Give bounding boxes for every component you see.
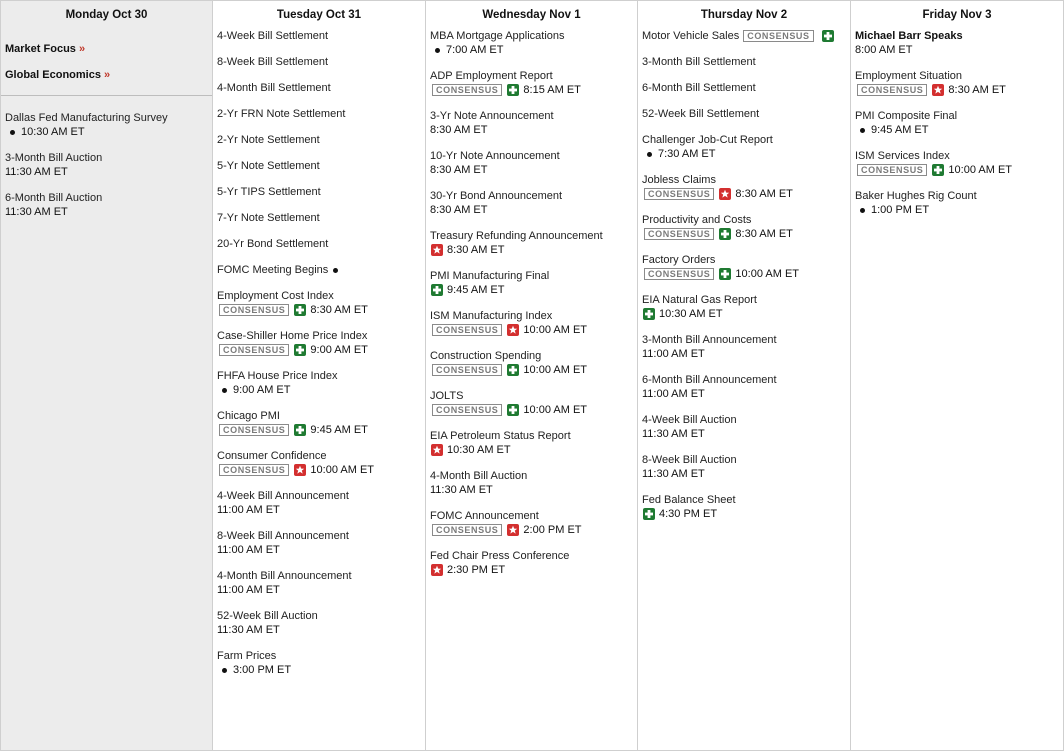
red-star-icon (431, 564, 443, 576)
red-star-icon (507, 324, 519, 336)
event-item (642, 81, 846, 95)
event-time: 3:00 PM ET (233, 664, 292, 676)
event-detail-line (217, 663, 421, 677)
day-column (1, 1, 213, 750)
event-time: 11:30 AM ET (642, 428, 705, 440)
event-detail-line (430, 523, 633, 537)
event-item (642, 373, 846, 401)
green-plus-icon (643, 508, 655, 520)
event-item (430, 269, 633, 297)
event-time: 8:30 AM ET (735, 188, 793, 200)
event-item (642, 453, 846, 481)
event-detail-line (430, 243, 633, 257)
event-detail-line (5, 165, 208, 179)
event-time: 8:30 AM ET (948, 84, 1006, 96)
event-list (213, 29, 425, 677)
event-item (217, 329, 421, 357)
event-time: 9:45 AM ET (447, 284, 505, 296)
event-title-link[interactable]: 52-Week Bill Settlement (642, 108, 760, 120)
event-title-link[interactable]: Dallas Fed Manufacturing Survey (5, 112, 168, 124)
event-detail-line (642, 507, 846, 521)
consensus-badge[interactable]: CONSENSUS (644, 188, 714, 200)
bullet-dot-icon (860, 128, 865, 133)
event-title-link[interactable]: 10-Yr Note Announcement (430, 150, 560, 162)
link-label: Market Focus (5, 43, 76, 55)
event-item (430, 349, 633, 377)
event-detail-line (855, 123, 1059, 137)
event-title-link[interactable]: MBA Mortgage Applications (430, 30, 565, 42)
event-item (430, 389, 633, 417)
event-item (217, 569, 421, 597)
event-time: 8:30 AM ET (430, 164, 488, 176)
consensus-badge[interactable]: CONSENSUS (644, 228, 714, 240)
consensus-badge[interactable]: CONSENSUS (432, 364, 502, 376)
event-detail-line (430, 403, 633, 417)
green-plus-icon (507, 364, 519, 376)
event-detail-line (217, 623, 421, 637)
event-time: 11:30 AM ET (5, 206, 68, 218)
event-title-link[interactable]: 6-Month Bill Auction (5, 192, 103, 204)
event-detail-line (430, 43, 633, 57)
event-detail-line (217, 463, 421, 477)
event-time: 8:30 AM ET (430, 204, 488, 216)
event-title-row (217, 263, 421, 277)
green-plus-icon (431, 284, 443, 296)
event-title-link[interactable]: 8-Week Bill Settlement (217, 56, 329, 68)
event-item (217, 609, 421, 637)
event-detail-line (5, 125, 208, 139)
event-item (217, 107, 421, 121)
event-title-link[interactable]: Fed Balance Sheet (642, 494, 736, 506)
event-detail-line (430, 563, 633, 577)
consensus-badge[interactable]: CONSENSUS (743, 30, 813, 42)
bullet-dot-icon (435, 48, 440, 53)
event-time: 8:30 AM ET (447, 244, 505, 256)
event-detail-line (642, 267, 846, 281)
event-item (217, 649, 421, 677)
event-time: 2:00 PM ET (523, 524, 582, 536)
red-star-icon (431, 444, 443, 456)
event-detail-line (430, 123, 633, 137)
event-title-link[interactable]: Baker Hughes Rig Count (855, 190, 977, 202)
bullet-dot-icon (860, 208, 865, 213)
event-time: 11:00 AM ET (642, 388, 705, 400)
event-title-link[interactable]: Employment Situation (855, 70, 962, 82)
red-star-icon (719, 188, 731, 200)
red-star-icon (294, 464, 306, 476)
event-item (430, 549, 633, 577)
event-title-link[interactable]: 30-Yr Bond Announcement (430, 190, 563, 202)
event-item (217, 159, 421, 173)
event-item (430, 29, 633, 57)
green-plus-icon (507, 404, 519, 416)
event-item (642, 413, 846, 441)
event-title-link[interactable]: ISM Services Index (855, 150, 950, 162)
event-item (642, 293, 846, 321)
event-title-link[interactable]: Treasury Refunding Announcement (430, 230, 603, 242)
event-time: 10:00 AM ET (310, 464, 375, 476)
event-item (430, 509, 633, 537)
consensus-badge[interactable]: CONSENSUS (432, 324, 502, 336)
green-plus-icon (719, 268, 731, 280)
consensus-badge[interactable]: CONSENSUS (857, 84, 927, 96)
event-detail-line (217, 343, 421, 357)
event-detail-line (642, 387, 846, 401)
event-title-link[interactable]: Consumer Confidence (217, 450, 327, 462)
event-title-link[interactable]: JOLTS (430, 390, 464, 402)
event-list (426, 29, 637, 577)
bullet-dot-icon (222, 668, 227, 673)
day-column (213, 1, 426, 750)
event-detail-line (642, 427, 846, 441)
event-detail-line (217, 303, 421, 317)
arrow-icon: » (78, 43, 86, 55)
consensus-badge[interactable]: CONSENSUS (219, 424, 289, 436)
red-star-icon (507, 524, 519, 536)
event-item (642, 213, 846, 241)
event-title-link[interactable]: 2-Yr Note Settlement (217, 134, 320, 146)
event-title-link[interactable]: 8-Week Bill Announcement (217, 530, 349, 542)
event-item (642, 493, 846, 521)
day-header: Tuesday Oct 31 (276, 9, 362, 21)
event-detail-line (855, 83, 1059, 97)
event-title-link[interactable]: FHFA House Price Index (217, 370, 338, 382)
event-time: 9:00 AM ET (233, 384, 291, 396)
event-title-link[interactable]: 3-Month Bill Auction (5, 152, 103, 164)
event-detail-line (217, 423, 421, 437)
event-detail-line (430, 163, 633, 177)
event-detail-line (430, 323, 633, 337)
event-item (217, 409, 421, 437)
consensus-badge[interactable]: CONSENSUS (432, 404, 502, 416)
event-item (855, 29, 1059, 57)
event-title-link[interactable]: Motor Vehicle Sales (642, 30, 740, 42)
event-item (430, 429, 633, 457)
event-title-link[interactable]: Challenger Job-Cut Report (642, 134, 773, 146)
event-detail-line (855, 43, 1059, 57)
event-title-link[interactable]: Case-Shiller Home Price Index (217, 330, 368, 342)
red-star-icon (932, 84, 944, 96)
event-title-link[interactable]: Chicago PMI (217, 410, 280, 422)
bullet-dot-icon (222, 388, 227, 393)
event-item (217, 289, 421, 317)
event-item (642, 173, 846, 201)
day-header: Thursday Nov 2 (700, 9, 788, 21)
event-title-link[interactable]: EIA Petroleum Status Report (430, 430, 571, 442)
event-title-link[interactable]: 4-Week Bill Auction (642, 414, 737, 426)
event-time: 10:30 AM ET (447, 444, 511, 456)
event-time: 7:30 AM ET (658, 148, 716, 160)
green-plus-icon (294, 304, 306, 316)
event-item (855, 149, 1059, 177)
green-plus-icon (294, 424, 306, 436)
event-item (217, 55, 421, 69)
day-column (426, 1, 638, 750)
event-time: 8:30 AM ET (310, 304, 368, 316)
link-label: Global Economics (5, 69, 101, 81)
event-title-link[interactable]: 3-Month Bill Announcement (642, 334, 777, 346)
event-item (217, 369, 421, 397)
day-column (851, 1, 1063, 750)
green-plus-icon (719, 228, 731, 240)
event-detail-line (5, 205, 208, 219)
event-time: 10:00 AM ET (948, 164, 1013, 176)
event-time: 11:30 AM ET (217, 624, 280, 636)
event-item (217, 29, 421, 43)
event-detail-line (217, 543, 421, 557)
event-detail-line (217, 383, 421, 397)
event-item (430, 469, 633, 497)
event-detail-line (430, 283, 633, 297)
red-star-icon (431, 244, 443, 256)
event-title-link[interactable]: 6-Month Bill Announcement (642, 374, 777, 386)
event-item (855, 109, 1059, 137)
divider (1, 95, 212, 96)
event-detail-line (430, 483, 633, 497)
event-item (642, 107, 846, 121)
event-time: 10:00 AM ET (523, 364, 588, 376)
event-detail-line (642, 187, 846, 201)
event-time: 10:00 AM ET (523, 324, 588, 336)
event-title-link[interactable]: 8-Week Bill Auction (642, 454, 737, 466)
event-time: 9:45 AM ET (310, 424, 368, 436)
event-title-link[interactable]: PMI Composite Final (855, 110, 958, 122)
event-time: 8:30 AM ET (430, 124, 488, 136)
day-header: Friday Nov 3 (922, 9, 992, 21)
green-plus-icon (294, 344, 306, 356)
event-title-link[interactable]: 6-Month Bill Settlement (642, 82, 756, 94)
event-title-link[interactable]: 20-Yr Bond Settlement (217, 238, 329, 250)
event-title-link[interactable]: 5-Yr Note Settlement (217, 160, 320, 172)
event-item (217, 237, 421, 251)
arrow-icon: » (104, 69, 111, 81)
event-title-link[interactable]: Fed Chair Press Conference (430, 550, 570, 562)
event-title-link[interactable]: Jobless Claims (642, 174, 716, 186)
event-title-link[interactable]: Construction Spending (430, 350, 542, 362)
market-focus-link[interactable] (5, 69, 208, 81)
green-plus-icon (822, 30, 834, 42)
event-item (217, 529, 421, 557)
event-item (217, 263, 421, 277)
consensus-badge[interactable]: CONSENSUS (857, 164, 927, 176)
consensus-badge[interactable]: CONSENSUS (432, 84, 502, 96)
event-title-link[interactable]: 3-Month Bill Settlement (642, 56, 756, 68)
event-detail-line (430, 443, 633, 457)
bullet-dot-icon (333, 268, 338, 273)
event-item (217, 185, 421, 199)
event-title-link[interactable]: 52-Week Bill Auction (217, 610, 318, 622)
event-time: 9:00 AM ET (310, 344, 368, 356)
market-focus-link[interactable] (5, 43, 208, 55)
event-time: 8:15 AM ET (523, 84, 581, 96)
day-header: Wednesday Nov 1 (482, 9, 581, 21)
event-title-link[interactable]: FOMC Meeting Begins (217, 264, 329, 276)
event-detail-line (642, 147, 846, 161)
event-title-link[interactable]: ADP Employment Report (430, 70, 553, 82)
event-item (217, 489, 421, 517)
event-title-link[interactable]: ISM Manufacturing Index (430, 310, 553, 322)
event-item (642, 55, 846, 69)
event-time: 8:00 AM ET (855, 44, 913, 56)
event-time: 4:30 PM ET (659, 508, 718, 520)
event-detail-line (642, 227, 846, 241)
event-title-link[interactable]: 4-Month Bill Settlement (217, 82, 331, 94)
event-time: 11:30 AM ET (642, 468, 705, 480)
green-plus-icon (932, 164, 944, 176)
event-time: 10:30 AM ET (21, 126, 85, 138)
event-item (855, 189, 1059, 217)
event-item (430, 149, 633, 177)
event-detail-line (855, 203, 1059, 217)
event-time: 10:30 AM ET (659, 308, 723, 320)
event-title-link[interactable]: Productivity and Costs (642, 214, 752, 226)
event-time: 8:30 AM ET (735, 228, 793, 240)
event-item (855, 69, 1059, 97)
day-column (638, 1, 851, 750)
event-detail-line (217, 503, 421, 517)
event-item (217, 211, 421, 225)
bullet-dot-icon (647, 152, 652, 157)
bullet-dot-icon (10, 130, 15, 135)
event-item (430, 69, 633, 97)
event-item (642, 333, 846, 361)
event-time: 2:30 PM ET (447, 564, 506, 576)
event-detail-line (430, 83, 633, 97)
event-list (638, 29, 850, 521)
market-focus-links (1, 29, 212, 81)
event-detail-line (642, 347, 846, 361)
event-detail-line (430, 363, 633, 377)
event-item (217, 133, 421, 147)
event-item (5, 151, 208, 179)
event-item (5, 111, 208, 139)
event-title-link[interactable]: FOMC Announcement (430, 510, 539, 522)
event-time: 11:00 AM ET (217, 584, 280, 596)
event-time: 10:00 AM ET (735, 268, 800, 280)
event-title-link[interactable]: 4-Month Bill Announcement (217, 570, 352, 582)
event-time: 11:00 AM ET (217, 544, 280, 556)
event-item (642, 133, 846, 161)
event-detail-line (642, 467, 846, 481)
event-time: 7:00 AM ET (446, 44, 504, 56)
event-title-link[interactable]: Michael Barr Speaks (855, 30, 963, 42)
event-item (217, 81, 421, 95)
event-detail-line (642, 307, 846, 321)
event-title-link[interactable]: 4-Month Bill Auction (430, 470, 528, 482)
event-title-link[interactable]: 3-Yr Note Announcement (430, 110, 554, 122)
event-title-link[interactable]: EIA Natural Gas Report (642, 294, 757, 306)
event-title-link[interactable]: PMI Manufacturing Final (430, 270, 550, 282)
event-list (851, 29, 1063, 217)
event-item (217, 449, 421, 477)
event-detail-line (430, 203, 633, 217)
event-list (1, 111, 212, 219)
event-title-link[interactable]: 7-Yr Note Settlement (217, 212, 320, 224)
event-item (642, 253, 846, 281)
consensus-badge[interactable]: CONSENSUS (644, 268, 714, 280)
event-title-link[interactable]: 5-Yr TIPS Settlement (217, 186, 321, 198)
green-plus-icon (507, 84, 519, 96)
day-header: Monday Oct 30 (65, 9, 148, 21)
event-title-link[interactable]: Employment Cost Index (217, 290, 334, 302)
event-title-link[interactable]: 4-Week Bill Announcement (217, 490, 349, 502)
event-time: 1:00 PM ET (871, 204, 930, 216)
event-detail-line (855, 163, 1059, 177)
event-item (5, 191, 208, 219)
event-time: 11:00 AM ET (642, 348, 705, 360)
consensus-badge[interactable]: CONSENSUS (219, 464, 289, 476)
event-time: 11:00 AM ET (217, 504, 280, 516)
consensus-badge[interactable]: CONSENSUS (219, 304, 289, 316)
event-item (430, 109, 633, 137)
consensus-badge[interactable]: CONSENSUS (219, 344, 289, 356)
event-item (430, 309, 633, 337)
event-item (642, 29, 846, 43)
event-item (430, 189, 633, 217)
event-title-link[interactable]: Factory Orders (642, 254, 716, 266)
green-plus-icon (643, 308, 655, 320)
event-title-link[interactable]: 4-Week Bill Settlement (217, 30, 329, 42)
event-title-link[interactable]: 2-Yr FRN Note Settlement (217, 108, 346, 120)
event-time: 10:00 AM ET (523, 404, 588, 416)
consensus-badge[interactable]: CONSENSUS (432, 524, 502, 536)
event-title-link[interactable]: Farm Prices (217, 650, 277, 662)
event-item (430, 229, 633, 257)
event-time: 9:45 AM ET (871, 124, 929, 136)
event-title-row (642, 29, 846, 43)
event-detail-line (217, 583, 421, 597)
event-time: 11:30 AM ET (5, 166, 68, 178)
event-time: 11:30 AM ET (430, 484, 493, 496)
